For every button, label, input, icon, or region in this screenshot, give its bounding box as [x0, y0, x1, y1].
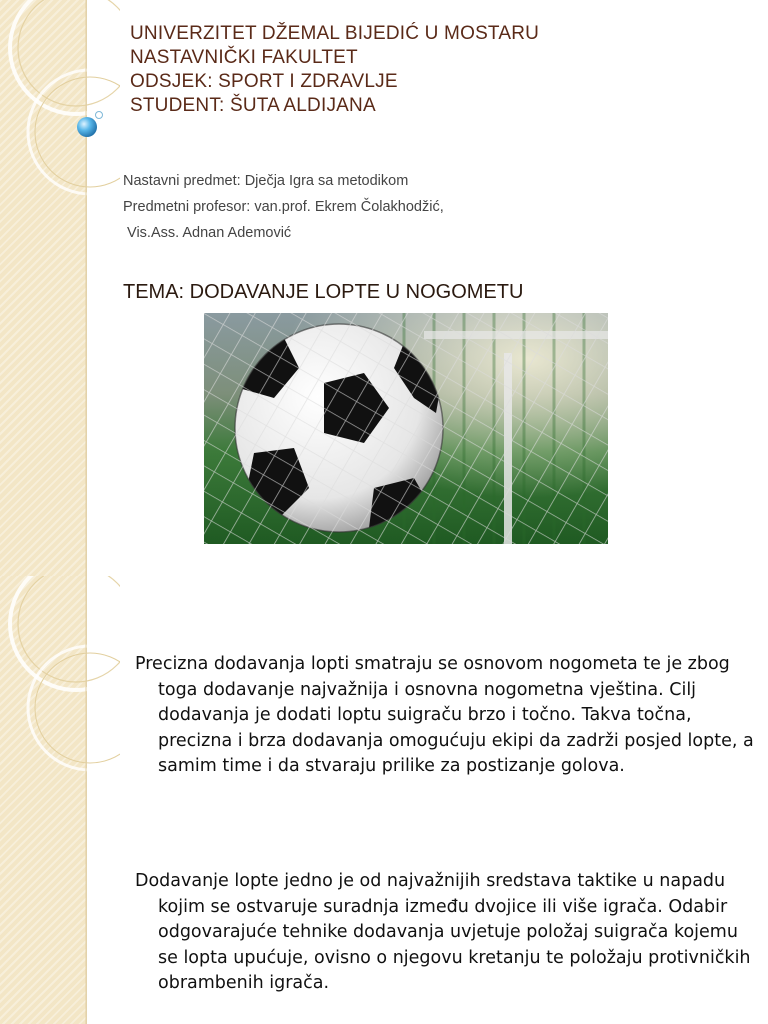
- course-subject: Nastavni predmet: Dječja Igra sa metodikom: [123, 173, 409, 189]
- paragraph: Precizna dodavanja lopti smatraju se osnovom nogometa te je zbog toga dodavanje najvažnija i osnovna nogometna vještina. Cilj dodavanja je dodati loptu suigraču brzo i točno. Takva točna, precizna i brza dodavanja omogućuju ekipi da zadrži posjed lopte, a samim time i da stvaraju prilike za postizanje golova.: [135, 654, 754, 776]
- blue-orb-icon: [77, 117, 97, 137]
- course-assistant: Vis.Ass. Adnan Ademović: [123, 225, 292, 241]
- student-line: STUDENT: ŠUTA ALDIJANA: [130, 95, 376, 116]
- decorative-circles: [0, 0, 120, 576]
- course-professor: Predmetni profesor: van.prof. Ekrem Čolakhodžić,: [123, 199, 444, 215]
- university-line: UNIVERZITET DŽEMAL BIJEDIĆ U MOSTARU: [130, 23, 540, 44]
- faculty-line: NASTAVNIČKI FAKULTET: [130, 47, 358, 68]
- decorative-circles: [0, 576, 120, 1024]
- small-orb-icon: [96, 112, 103, 119]
- soccer-ball-in-net-photo: [204, 313, 608, 544]
- course-info: [123, 168, 444, 246]
- theme-title: TEMA: DODAVANJE LOPTE U NOGOMETU: [123, 281, 524, 303]
- university-header: [130, 22, 539, 118]
- department-line: ODSJEK: SPORT I ZDRAVLJE: [130, 71, 398, 92]
- paragraph: Dodavanje lopte jedno je od najvažnijih sredstava taktike u napadu kojim se ostvaruje suradnja između dvojice ili više igrača. Odabir odgovarajuće tehnike dodavanja uvjetuje položaj suigrača kojemu se lopta upućuje, ovisno o njegovu kretanju te položaju protivničkih obrambenih igrača.: [135, 871, 751, 993]
- slide-content: [0, 576, 768, 1024]
